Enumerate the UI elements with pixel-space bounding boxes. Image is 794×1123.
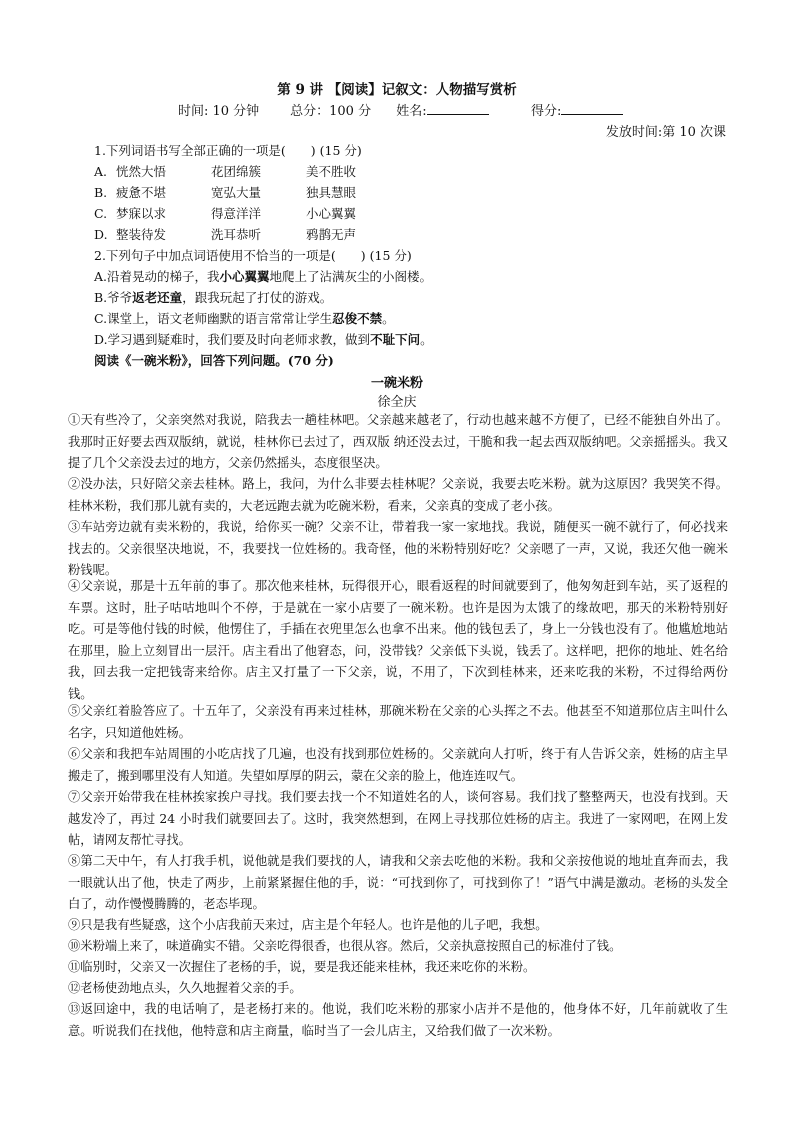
option-word: 鸦鹊无声 — [306, 227, 357, 242]
option-word: 洗耳恭听 — [211, 227, 262, 242]
question-2-stem: 2.下列句子中加点词语使用不恰当的一项是( ) (15 分) — [94, 248, 412, 263]
option-label: C. — [94, 206, 108, 221]
option-text: ，跟我玩起了打仗的游戏。 — [182, 290, 333, 305]
total-score: 总分：100 分 — [290, 104, 372, 119]
name-blank[interactable] — [427, 102, 489, 115]
score-label: 得分: — [530, 104, 562, 119]
paragraph-12: ⑫老杨使劲地点头，久久地握着父亲的手。 — [68, 981, 302, 995]
paragraph-6: ⑥父亲和我把车站周围的小吃店找了几遍，也没有找到那位姓杨的。父亲就向人打听，终于有人告诉父亲，姓杨的店主早搬走了，搬到哪里没有人知道。失望如厚厚的阴云，蒙在父亲的脸上，他连连叹气。 — [68, 747, 728, 783]
reading-instruction: 阅读《一碗米粉》，回答下列问题。(70 分) — [94, 353, 334, 368]
dotted-word: 小心翼翼 — [219, 269, 270, 284]
option-word: 梦寐以求 — [116, 206, 167, 221]
page-title: 第 9 讲 【阅读】记叙文：人物描写赏析 — [277, 82, 517, 98]
option-word: 恍然大悟 — [116, 164, 167, 179]
paragraph-5: ⑤父亲红着脸答应了。十五年了，父亲没有再来过桂林，那碗米粉在父亲的心头挥之不去。他甚至不知道那位店主叫什么名字，只知道他姓杨。 — [68, 704, 728, 740]
option-label: D. — [94, 227, 108, 242]
option-word: 宽弘大量 — [211, 185, 262, 200]
paragraph-10: ⑩米粉端上来了，味道确实不错。父亲吃得很香，也很从容。然后，父亲执意按照自己的标准付了钱。 — [68, 939, 622, 953]
option-text: B.爷爷 — [94, 290, 133, 305]
option-word: 得意洋洋 — [211, 206, 262, 221]
question-2-option-d[interactable] — [94, 330, 433, 348]
option-text: C.课堂上，语文老师幽默的语言常常让学生 — [94, 311, 333, 326]
question-1-option-b[interactable] — [94, 183, 401, 201]
paragraph-7: ⑦父亲开始带我在桂林挨家挨户寻找。我们要去找一个不知道姓名的人，谈何容易。我们找了整整两天，也没有找到。天越发冷了，再过 24 小时我们就要回去了。这时，我突然想到，在网上寻找那位姓杨的店主。我进了一家网吧，在网上发帖，请网友帮忙寻找。 — [68, 790, 728, 848]
option-text: 。 — [420, 332, 433, 347]
exam-meta — [178, 100, 623, 119]
question-2-option-a[interactable] — [94, 267, 432, 285]
article-author: 徐全庆 — [377, 395, 417, 410]
question-2-option-c[interactable] — [94, 309, 395, 327]
paragraph-4: ④父亲说，那是十五年前的事了。那次他来桂林，玩得很开心，眼看返程的时间就要到了，他匆匆赶到车站，买了返程的车票。这时，肚子咕咕地叫个不停，于是就在一家小店要了一碗米粉。也许是因为太饿了的缘故吧，那天的米粉特别好吃。可是等他付钱的时候，他愣住了，手插在衣兜里怎么也拿不出来。他的钱包丢了，身上一分钱也没有了。他尴尬地站在那里，脸上立刻冒出一层汗。店主看出了他窘态，问，没带钱？父亲低下头说，钱丢了。这样吧，把你的地址、姓名给我，回去我一定把钱寄来给你。店主又打量了一下父亲，说，不用了，下次到桂林来，还来吃我的米粉，不过得给两份钱。 — [68, 579, 728, 701]
option-word: 花团绵簇 — [211, 164, 262, 179]
question-1-option-a[interactable] — [94, 162, 401, 180]
option-label: A. — [94, 164, 108, 179]
article-title: 一碗米粉 — [370, 376, 423, 391]
paragraph-13: ⑬返回途中，我的电话响了，是老杨打来的。他说，我们吃米粉的那家小店并不是他的，他身体不好，几年前就收了生意。听说我们在找他，他特意和店主商量，临时当了一会儿店主，又给我们做了一次米粉。 — [68, 1002, 728, 1038]
option-word: 疲惫不堪 — [116, 185, 167, 200]
paragraph-2: ②没办法，只好陪父亲去桂林。路上，我问，为什么非要去桂林呢？父亲说，我要去吃米粉。就为这原因？我哭笑不得。桂林米粉，我们那儿就有卖的，大老远跑去就为吃碗米粉，看来，父亲真的变成了老小孩。 — [68, 477, 728, 513]
question-1-option-d[interactable] — [94, 225, 401, 243]
release-time: 发放时间:第 10 次课 — [605, 125, 726, 140]
dotted-word: 忍俊不禁 — [332, 311, 383, 326]
paragraph-1: ①天有些冷了，父亲突然对我说，陪我去一趟桂林吧。父亲越来越老了，行动也越来越不方便了，已经不能独自外出了。我那时正好要去西双版纳，就说，桂林你已去过了，西双版 纳还没去过，干脆和我一起去西双版纳吧。父亲摇摇头。我又提了几个父亲没去过的地方，父亲仍然摇头，态度很坚决。 — [68, 413, 728, 471]
score-blank[interactable] — [561, 102, 623, 115]
paragraph-8: ⑧第二天中午，有人打我手机，说他就是我们要找的人，请我和父亲去吃他的米粉。我和父亲按他说的地址直奔而去，我一眼就认出了他，快走了两步，上前紧紧握住他的手，说：“可找到你了，可找到你了！”语气中满是激动。老杨的头发全白了，动作慢慢腾腾的，老态毕现。 — [68, 854, 728, 912]
option-word: 小心翼翼 — [306, 206, 357, 221]
question-1-stem: 1.下列词语书写全部正确的一项是( ) (15 分) — [94, 143, 362, 158]
paragraph-3: ③车站旁边就有卖米粉的，我说，给你买一碗？父亲不让，带着我一家一家地找。我说，随便买一碗不就行了，何必找来找去的。父亲很坚决地说，不，我要找一位姓杨的。我奇怪，他的米粉特别好吃？父亲嗯了一声，又说，我还欠他一碗米粉钱呢。 — [68, 520, 728, 578]
option-word: 独具慧眼 — [306, 185, 357, 200]
paragraph-9: ⑨只是我有些疑惑，这个小店我前天来过，店主是个年轻人。也许是他的儿子吧，我想。 — [68, 918, 548, 932]
paragraph-11: ⑪临别时，父亲又一次握住了老杨的手，说，要是我还能来桂林，我还来吃你的米粉。 — [68, 960, 536, 974]
option-label: B. — [94, 185, 108, 200]
option-text: D.学习遇到疑难时，我们要及时向老师求教，做到 — [94, 332, 371, 347]
dotted-word: 不耻下问 — [370, 332, 421, 347]
option-text: 。 — [382, 311, 395, 326]
name-label: 姓名: — [396, 104, 427, 119]
option-text: 地爬上了沾满灰尘的小阁楼。 — [269, 269, 433, 284]
option-text: A.沿着晃动的梯子，我 — [94, 269, 220, 284]
question-1-option-c[interactable] — [94, 204, 401, 222]
question-2-option-b[interactable] — [94, 288, 332, 306]
option-word: 整装待发 — [116, 227, 167, 242]
time-limit: 时间: 10 分钟 — [178, 104, 260, 119]
dotted-word: 返老还童 — [132, 290, 183, 305]
option-word: 美不胜收 — [306, 164, 357, 179]
